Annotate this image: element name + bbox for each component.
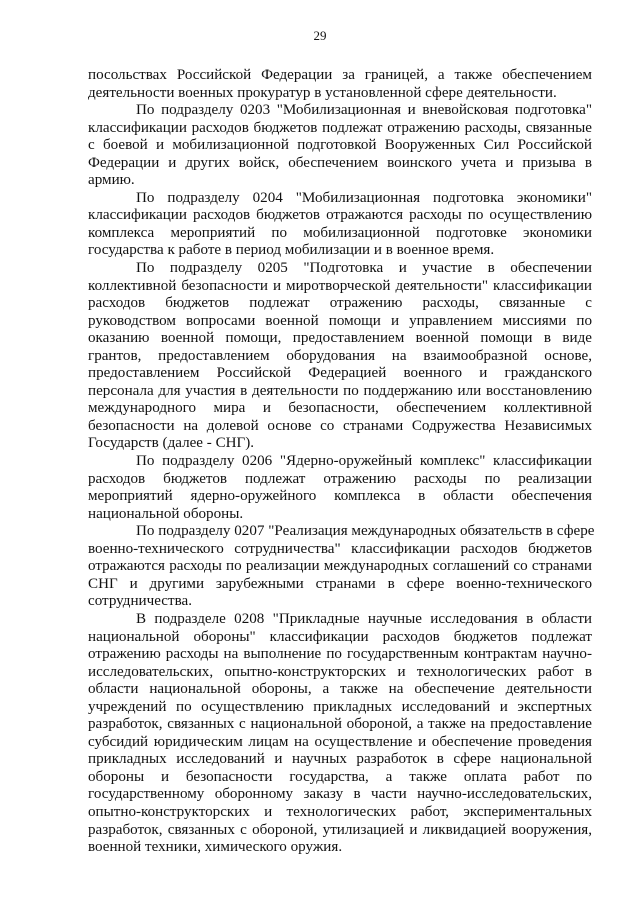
text-line: По подразделу 0206 "Ядерно-оружейный комплекс" классификации [136, 453, 592, 470]
paragraph [88, 67, 592, 102]
text-line: разработок, связанных с обороной, утилизацией и ликвидацией вооружения, [88, 821, 592, 838]
text-line: опытно-конструкторских и технологических работ, экспериментальных [88, 803, 592, 820]
text-line: По подразделу 0205 "Подготовка и участие в обеспечении [136, 260, 592, 277]
text-line: По подразделу 0207 "Реализация международных обязательств в сфере [136, 523, 595, 540]
text-line: СНГ и другими зарубежными странами в сфере военно-технического [88, 575, 592, 592]
text-line: области национальной обороны, а также на обеспечение деятельности [88, 681, 592, 698]
text-line: коллективной безопасности и миротворческой деятельности" классификации [88, 277, 592, 294]
text-line: с боевой и мобилизационной подготовкой Вооруженных Сил Российской [88, 137, 592, 154]
document-body [88, 67, 595, 857]
text-line: расходов бюджетов подлежат отражению расходы по реализации [88, 470, 592, 487]
text-line: классификации расходов бюджетов отражаются расходы по осуществлению [88, 207, 592, 224]
text-line: расходов бюджетов подлежат отражению расходы, связанные с [88, 295, 592, 312]
text-line: прикладных исследований и научных разработок в сфере национальной [88, 751, 592, 768]
text-line: комплекса мероприятий по мобилизационной подготовке экономики [88, 224, 592, 241]
text-line: обороны и безопасности государства, а также оплата работ по [88, 768, 592, 785]
text-line: исследовательских, опытно-конструкторских и технологических работ в [88, 663, 592, 680]
text-line: субсидий юридическим лицам на осуществление и обеспечение проведения [88, 733, 592, 750]
text-line: государства к работе в период мобилизации и в военное время. [88, 242, 495, 259]
text-line: По подразделу 0204 "Мобилизационная подготовка экономики" [136, 189, 592, 206]
paragraph [88, 260, 592, 453]
text-line: армию. [88, 172, 135, 189]
text-line: посольствах Российской Федерации за границей, а также обеспечением [88, 67, 592, 83]
text-line: Государств (далее - СНГ). [88, 435, 255, 452]
text-line: международного мира и безопасности, обеспечением коллективной [88, 400, 592, 417]
text-line: мероприятий ядерно-оружейного комплекса в области обеспечения [88, 488, 592, 505]
text-line: отражению расходы на выполнение по государственным контрактам научно- [88, 646, 592, 663]
paragraph [88, 453, 592, 523]
paragraph [88, 190, 592, 260]
text-line: В подразделе 0208 "Прикладные научные исследования в области [136, 610, 592, 627]
text-line: военной техники, химического оружия. [88, 839, 343, 856]
text-line: Федерации и других войск, обеспечением воинского учета и призыва в [88, 154, 592, 171]
text-line: грантов, предоставлением оборудования на взаимообразной основе, [88, 347, 592, 364]
text-line: разработок, связанных с национальной обороной, а также на предоставление [88, 716, 592, 733]
text-line: национальной обороны" классификации расходов бюджетов подлежат [88, 628, 592, 645]
page-number: 29 [313, 28, 327, 43]
text-line: деятельности военных прокуратур в установленной сфере деятельности. [88, 84, 557, 101]
text-line: оказанию военной помощи, предоставлением военной помощи в виде [88, 330, 592, 347]
text-line: По подразделу 0203 "Мобилизационная и вневойсковая подготовка" [136, 102, 592, 119]
paragraph [88, 611, 592, 857]
text-line: национальной обороны. [88, 505, 244, 522]
text-line: персонала для участия в деятельности по поддержанию или восстановлению [88, 382, 592, 399]
text-line: отражаются расходы по реализации международных соглашений со странами [88, 558, 592, 575]
paragraph [88, 523, 595, 611]
text-line: учреждений по осуществлению прикладных исследований и экспертных [88, 698, 592, 715]
text-line: классификации расходов бюджетов подлежат отражению расходы, связанные [88, 119, 592, 136]
text-line: предоставлением Российской Федерацией военного и гражданского [88, 365, 592, 382]
text-line: государственному оборонному заказу в части научно-исследовательских, [88, 786, 592, 803]
text-line: военно-технического сотрудничества" классификации расходов бюджетов [88, 540, 592, 557]
text-line: руководством вопросами военной помощи и управлением миссиями по [88, 312, 592, 329]
text-line: сотрудничества. [88, 593, 192, 610]
text-line: безопасности на долевой основе со странами Содружества Независимых [88, 417, 592, 434]
paragraph [88, 102, 592, 190]
